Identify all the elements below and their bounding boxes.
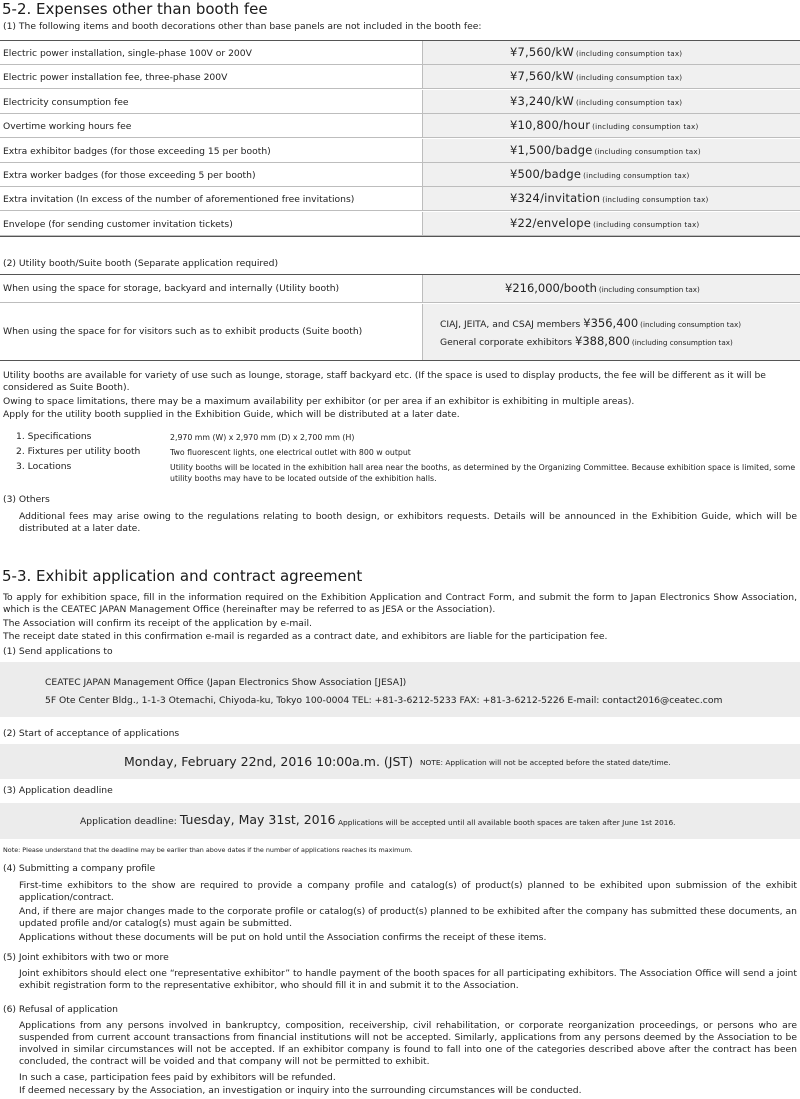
joint-heading: (5) Joint exhibitors with two or more — [3, 952, 169, 963]
utility-price-cell — [422, 275, 800, 302]
fee-price: ¥324/invitation (including consumption tax) — [510, 191, 709, 206]
joint-paragraph: Joint exhibitors should elect one “representative exhibitor” to handle payment of the booth spaces for all participating exhibitors. The Association Office will send a joint exhibit registration form to the representative exhibitor, who should fill it in and submit it to the Association. — [19, 968, 797, 991]
fee-price-cell — [422, 163, 800, 186]
fee-label: Electric power installation fee, three-phase 200V — [3, 72, 228, 84]
suite-general-price: General corporate exhibitors ¥388,800 (including consumption tax) — [440, 334, 733, 348]
fee-price: ¥7,560/kW (including consumption tax) — [510, 45, 683, 59]
intro-paragraph-1: To apply for exhibition space, fill in the information required on the Exhibition Application and Contract Form, and submit the form to Japan Electronics Show Association, which is the CEATEC JAPAN Management Office (hereinafter may be referred to as JESA or the Association). — [3, 592, 797, 615]
fee-row — [0, 139, 800, 163]
utility-paragraph-3: Apply for the utility booth supplied in the Exhibition Guide, which will be distributed at a later date. — [3, 409, 460, 420]
suite-member-price: CIAJ, JEITA, and CSAJ members ¥356,400 (including consumption tax) — [440, 316, 742, 330]
fee-label: Electric power installation, single-phase 100V or 200V — [3, 48, 252, 59]
deadline-note: Applications will be accepted until all available booth spaces are taken after June 1st 2016. — [338, 818, 676, 827]
send-address-box — [0, 662, 800, 717]
start-date-box — [0, 744, 800, 779]
fee-row — [0, 187, 800, 211]
fee-row — [0, 65, 800, 89]
fee-price-cell — [422, 212, 800, 235]
fee-price: ¥1,500/badge (including consumption tax) — [510, 142, 701, 157]
fee-price-cell — [422, 139, 800, 162]
fee-label: Electricity consumption fee — [3, 96, 129, 108]
refusal-paragraph-2: In such a case, participation fees paid by exhibitors will be refunded. — [19, 1072, 336, 1083]
fee-row — [0, 163, 800, 187]
intro-paragraph-2: The Association will confirm its receipt of the application by e-mail. — [3, 618, 312, 629]
refusal-heading: (6) Refusal of application — [3, 1004, 118, 1015]
utility-row — [0, 275, 800, 303]
utility-label: When using the space for storage, backyard and internally (Utility booth) — [3, 283, 340, 294]
fee-price-cell — [422, 90, 800, 113]
fee-intro: (1) The following items and booth decorations other than base panels are not included in the booth fee: — [3, 21, 482, 32]
office-address: 5F Ote Center Bldg., 1-1-3 Otemachi, Chiyoda-ku, Tokyo 100-0004 TEL: +81-3-6212-5233 FAX: +81-3-6212-5226 E-mail: contact2016@ceatec.com — [45, 695, 723, 706]
utility-paragraph-2: Owing to space limitations, there may be a maximum availability per exhibitor (or per area if an exhibitor is exhibiting in multiple areas). — [3, 396, 635, 407]
spec-value: 2,970 mm (W) x 2,970 mm (D) x 2,700 mm (H) — [170, 433, 355, 442]
fee-price-cell — [422, 65, 800, 88]
send-heading: (1) Send applications to — [3, 646, 113, 657]
deadline-box — [0, 803, 800, 839]
fee-row — [0, 114, 800, 138]
intro-paragraph-3: The receipt date stated in this confirmation e-mail is regarded as a contract date, and exhibitors are liable for the participation fee. — [3, 631, 608, 642]
fee-price: ¥22/envelope (including consumption tax) — [510, 215, 700, 230]
others-heading: (3) Others — [3, 494, 50, 505]
utility-price: ¥216,000/booth (including consumption tax) — [505, 281, 700, 295]
fee-price-cell — [422, 187, 800, 210]
start-note: NOTE: Application will not be accepted before the stated date/time. — [420, 758, 671, 767]
deadline-footnote: Note: Please understand that the deadline may be earlier than above dates if the number of applications reaches its maximum. — [3, 846, 413, 854]
deadline-heading: (3) Application deadline — [3, 785, 113, 796]
section-5-2-title: 5-2. Expenses other than booth fee — [2, 0, 268, 18]
fee-price: ¥500/badge (including consumption tax) — [510, 167, 690, 181]
fee-price-cell — [422, 41, 800, 64]
profile-heading: (4) Submitting a company profile — [3, 863, 156, 874]
suite-row — [0, 304, 800, 360]
table-bottom-rule — [0, 236, 800, 237]
fee-label: Extra invitation (In excess of the number of aforementioned free invitations) — [3, 194, 355, 206]
fee-price-cell — [422, 114, 800, 137]
office-name: CEATEC JAPAN Management Office (Japan Electronics Show Association [JESA]) — [45, 677, 407, 688]
deadline-date: Application deadline: Tuesday, May 31st, 2016 — [80, 812, 336, 827]
fee-price: ¥7,560/kW (including consumption tax) — [510, 69, 683, 84]
fee-row — [0, 90, 800, 114]
section-5-3-title: 5-3. Exhibit application and contract agreement — [2, 567, 363, 585]
spec-value: Two fluorescent lights, one electrical outlet with 800 w output — [170, 448, 411, 457]
fee-label: Extra worker badges (for those exceeding 5 per booth) — [3, 170, 256, 181]
others-text: Additional fees may arise owing to the regulations relating to booth design, or exhibitors requests. Details will be announced in the Exhibition Guide, which will be distributed at a later date. — [19, 511, 797, 534]
refusal-paragraph-1: Applications from any persons involved in bankruptcy, composition, receivership, civil rehabilitation, or corporate reorganization proceedings, or persons who are suspended from current account transactions from financial institutions will not be accepted. Similarly, applications from any persons deemed by the Association to be involved in similar circumstances will not be accepted. If an exhibitor company is found to fall into one of the categories described above after the contract has been concluded, the contract will be voided and that company will not be permitted to exhibit. — [19, 1020, 797, 1067]
fee-row — [0, 41, 800, 65]
fee-price: ¥10,800/hour (including consumption tax) — [510, 118, 699, 133]
profile-paragraph-1: First-time exhibitors to the show are required to provide a company profile and catalog(s) of product(s) planned to be exhibited upon submission of the exhibit application/contract. — [19, 880, 797, 903]
start-date: Monday, February 22nd, 2016 10:00a.m. (JST) — [124, 754, 413, 769]
utility-paragraph-1: Utility booths are available for variety of use such as lounge, storage, staff backyard etc. (If the space is used to display products, the fee will be different as it will be considered as Suite Booth). — [3, 370, 766, 393]
suite-label: When using the space for for visitors such as to exhibit products (Suite booth) — [3, 326, 363, 337]
fee-label: Envelope (for sending customer invitation tickets) — [3, 218, 233, 230]
profile-paragraph-2: And, if there are major changes made to the corporate profile or catalog(s) of product(s) planned to be exhibited after the company has submitted these documents, an updated profile and/or catalog(s) must again be submitted. — [19, 906, 797, 929]
spec-value: Utility booths will be located in the exhibition hall area near the booths, as determined by the Organizing Committee. Because exhibition space is limited, some utility booths may have to be located outside of the exhibition halls. — [170, 463, 796, 483]
suite-bottom-rule — [0, 360, 800, 361]
profile-paragraph-3: Applications without these documents will be put on hold until the Association confirms the receipt of these items. — [19, 932, 547, 943]
utility-heading: (2) Utility booth/Suite booth (Separate application required) — [3, 258, 279, 269]
spec-label: 1. Specifications — [16, 431, 92, 442]
fee-label: Overtime working hours fee — [3, 121, 132, 133]
fee-row — [0, 212, 800, 236]
refusal-paragraph-3: If deemed necessary by the Association, an investigation or inquiry into the surrounding circumstances will be conducted. — [19, 1085, 582, 1096]
fee-price: ¥3,240/kW (including consumption tax) — [510, 93, 683, 108]
fee-label: Extra exhibitor badges (for those exceeding 15 per booth) — [3, 145, 271, 157]
suite-price-cell — [422, 304, 800, 360]
start-heading: (2) Start of acceptance of applications — [3, 728, 180, 739]
spec-label: 3. Locations — [16, 461, 72, 472]
spec-label: 2. Fixtures per utility booth — [16, 446, 141, 457]
